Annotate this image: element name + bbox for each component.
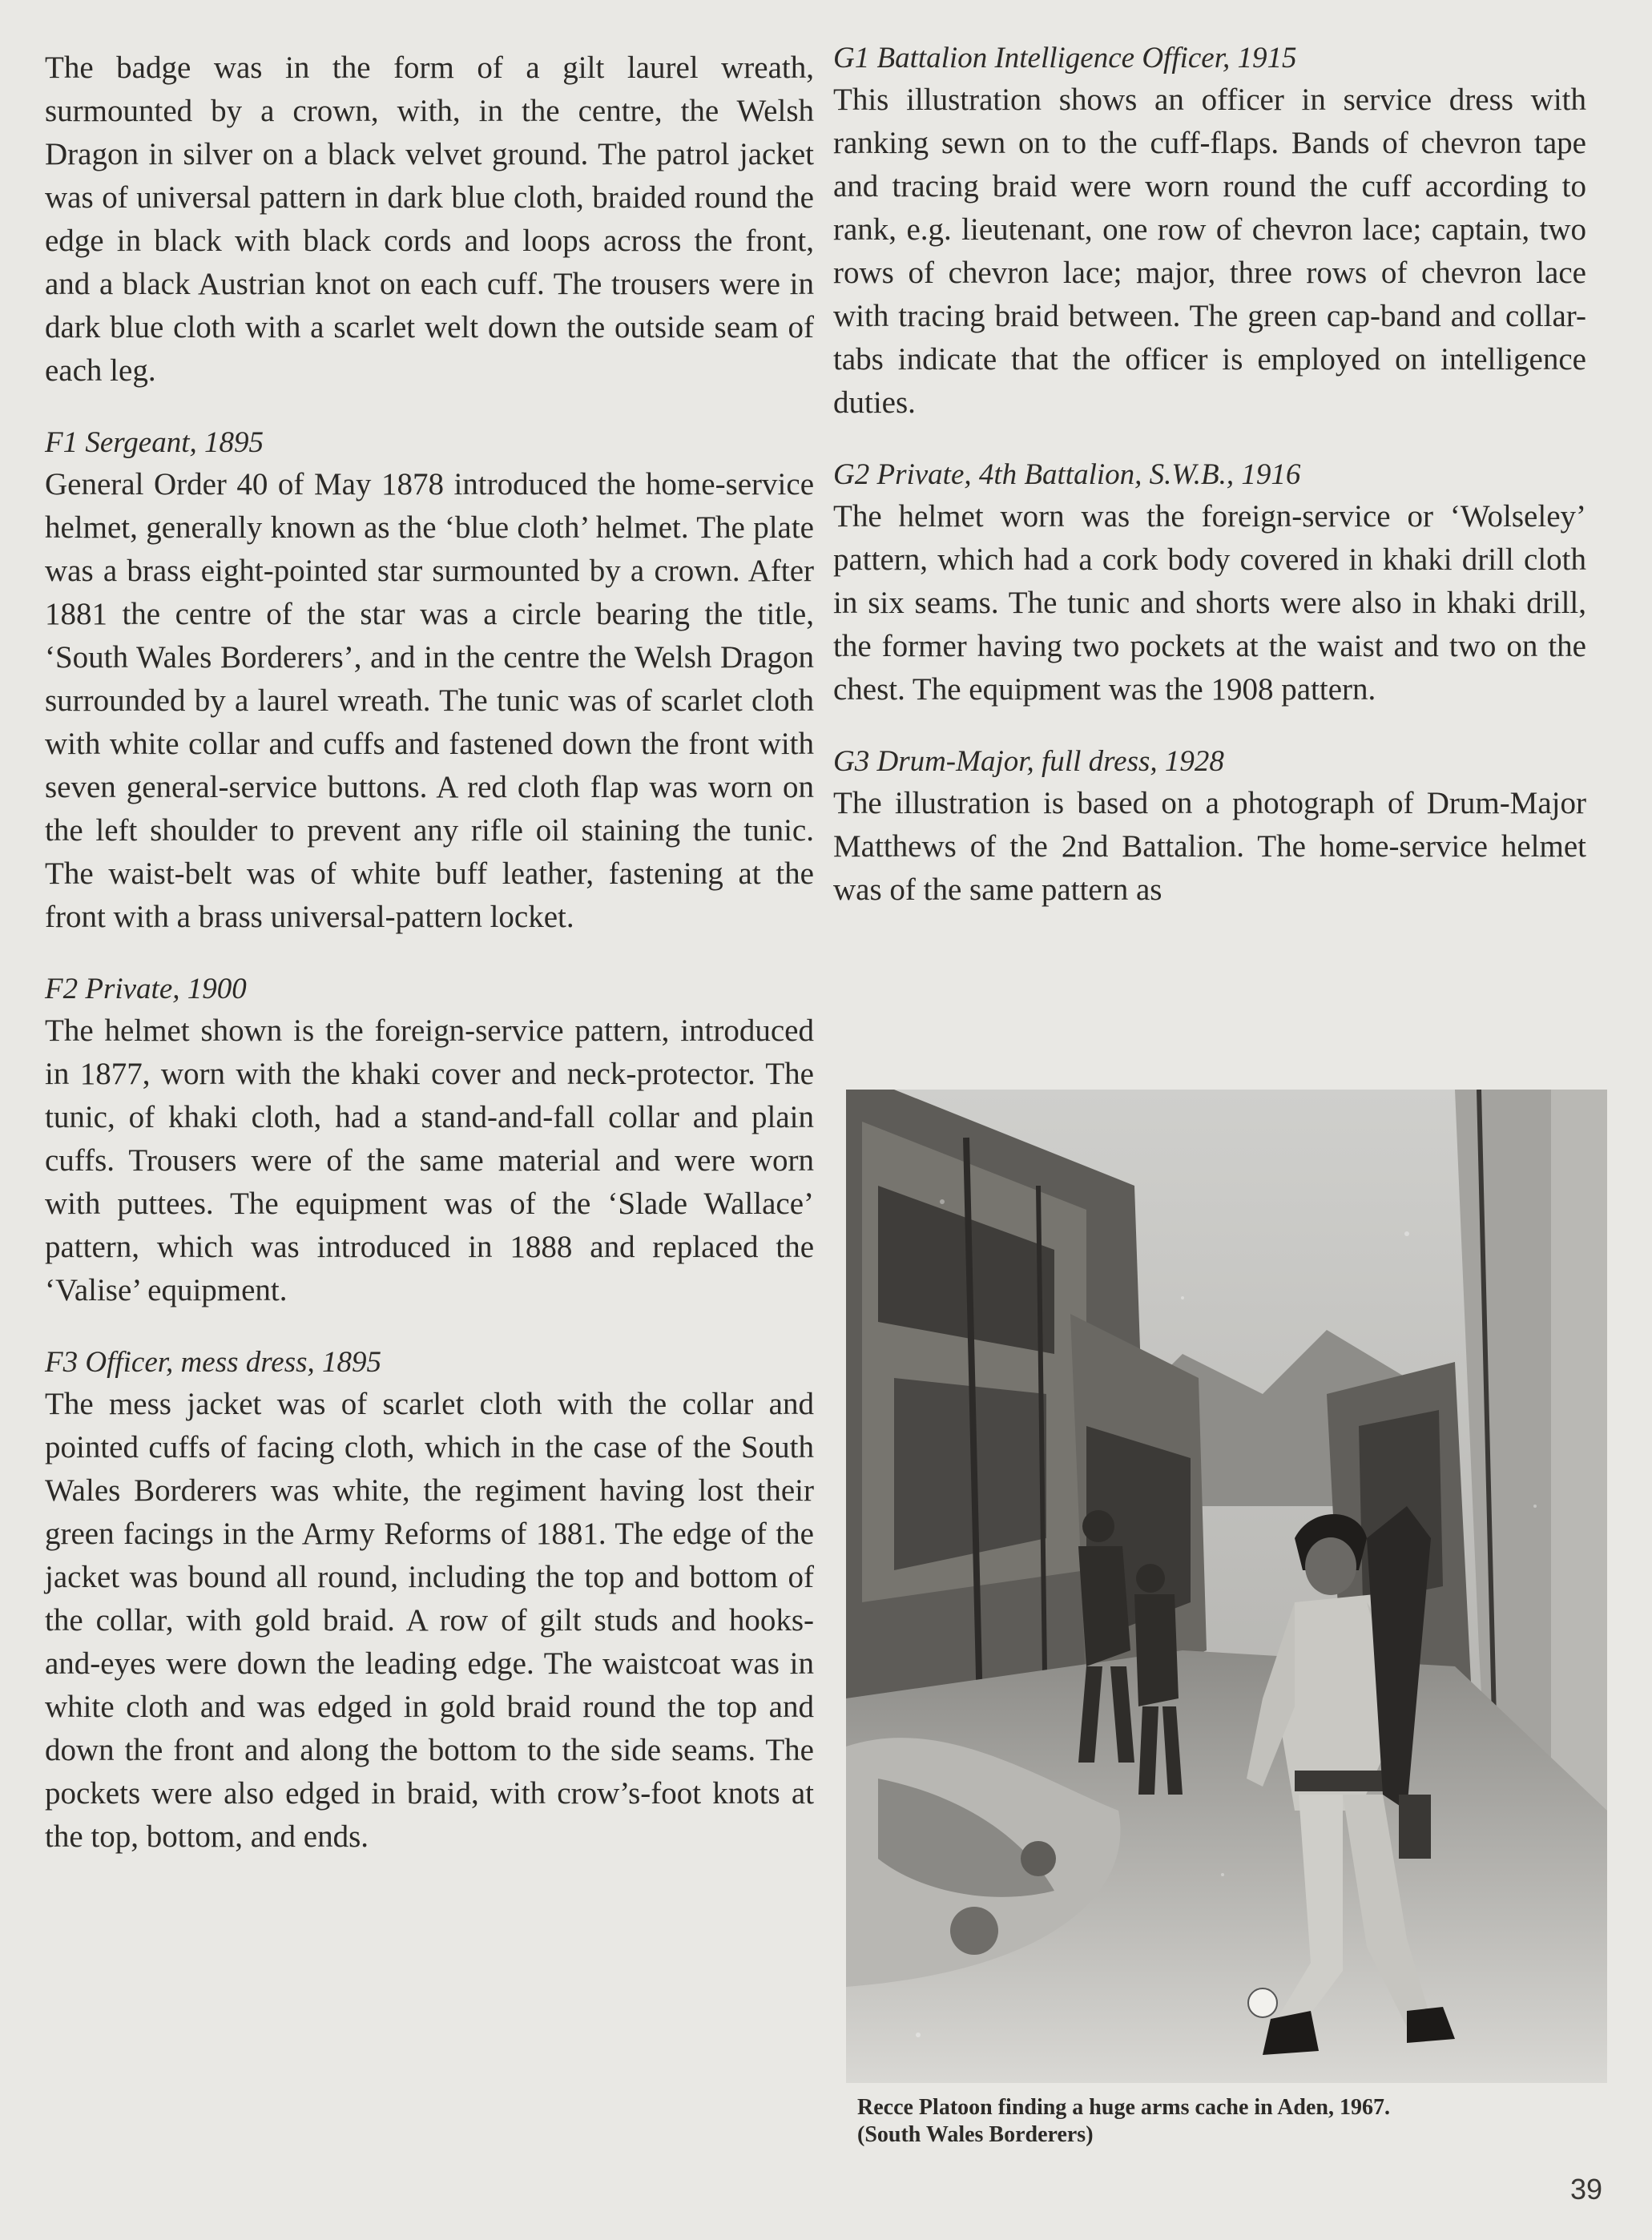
section-body: The mess jacket was of scarlet cloth with the collar and pointed cuffs of facing cloth, which in the case of the South Wales Borderers was white, the regiment having lost their green facings in the Army Reforms of 1881. The edge of the jacket was bound all round, including the top and bottom of the collar, with gold braid. A row of gilt studs and hooks-and-eyes were down the leading edge. The waistcoat was in white cloth and was edged in gold braid round the top and down the front and along the bottom to the side seams. The pockets were also edged in braid, with crow’s-foot knots at the top, bottom, and ends. — [45, 1387, 814, 1854]
section-body: The helmet shown is the foreign-service pattern, introduced in 1877, worn with the khaki cover and neck-protector. The tunic, of khaki cloth, had a stand-and-fall collar and plain cuffs. Trousers were of the same material and were worn with puttees. The equipment was of the ‘Slade Wallace’ pattern, which was introduced in 1888 and replaced the ‘Valise’ equipment. — [45, 1013, 814, 1307]
section-heading: G3 Drum-Major, full dress, 1928 — [833, 745, 1224, 778]
photo-caption — [857, 2094, 1610, 2149]
section-heading: G1 Battalion Intelligence Officer, 1915 — [833, 42, 1297, 75]
caption-line: Recce Platoon finding a huge arms cache in Aden, 1967. — [857, 2095, 1390, 2120]
intro-paragraph: The badge was in the form of a gilt laurel wreath, surmounted by a crown, with, in the centre, the Welsh Dragon in silver on a black velvet ground. The patrol jacket was of universal pattern in dark blue cloth, braided round the edge in black with black cords and loops across the front, and a black Austrian knot on each cuff. The trousers were in dark blue cloth with a scarlet welt down the outside seam of each leg. — [45, 50, 814, 388]
section-body: General Order 40 of May 1878 introduced the home-service helmet, generally known as the ‘blue cloth’ helmet. The plate was a brass eight-pointed star surmounted by a crown. After 1881 the centre of the star was a circle bearing the title, ‘South Wales Borderers’, and in the centre the Welsh Dragon surrounded by a laurel wreath. The tunic was of scarlet cloth with white collar and cuffs and fastened down the front with seven general-service buttons. A red cloth flap was worn on the left shoulder to prevent any rifle oil staining the tunic. The waist-belt was of white buff leather, fastening at the front with a brass universal-pattern locket. — [45, 467, 814, 934]
right-column — [833, 38, 1586, 942]
left-column — [45, 46, 814, 1889]
photograph — [846, 1090, 1607, 2083]
page-number: 39 — [1570, 2173, 1603, 2206]
section-body: The illustration is based on a photograph of Drum-Major Matthews of the 2nd Battalion. The home-service helmet was of the same pattern as — [833, 786, 1586, 907]
section-heading: F3 Officer, mess dress, 1895 — [45, 1346, 381, 1379]
section-heading: F2 Private, 1900 — [45, 973, 247, 1005]
section-f3 — [45, 1343, 814, 1859]
section-heading: F1 Sergeant, 1895 — [45, 426, 264, 459]
section-heading: G2 Private, 4th Battalion, S.W.B., 1916 — [833, 458, 1301, 491]
section-g2 — [833, 455, 1586, 711]
aden-street-photo — [846, 1090, 1607, 2083]
section-f1 — [45, 423, 814, 939]
caption-line: (South Wales Borderers) — [857, 2122, 1094, 2147]
section-body: This illustration shows an officer in service dress with ranking sewn on to the cuff-flaps. Bands of chevron tape and tracing braid were worn round the cuff according to rank, e.g. lieutenant, one row of chevron lace; captain, two rows of chevron lace; major, three rows of chevron lace with tracing braid between. The green cap-band and collar-tabs indicate that the officer is employed on intelligence duties. — [833, 83, 1586, 420]
section-body: The helmet worn was the foreign-service or ‘Wolseley’ pattern, which had a cork body covered in khaki drill cloth in six seams. The tunic and shorts were also in khaki drill, the former having two pockets at the waist and two on the chest. The equipment was the 1908 pattern. — [833, 499, 1586, 707]
section-f2 — [45, 969, 814, 1312]
section-g3 — [833, 742, 1586, 912]
section-g1 — [833, 38, 1586, 425]
